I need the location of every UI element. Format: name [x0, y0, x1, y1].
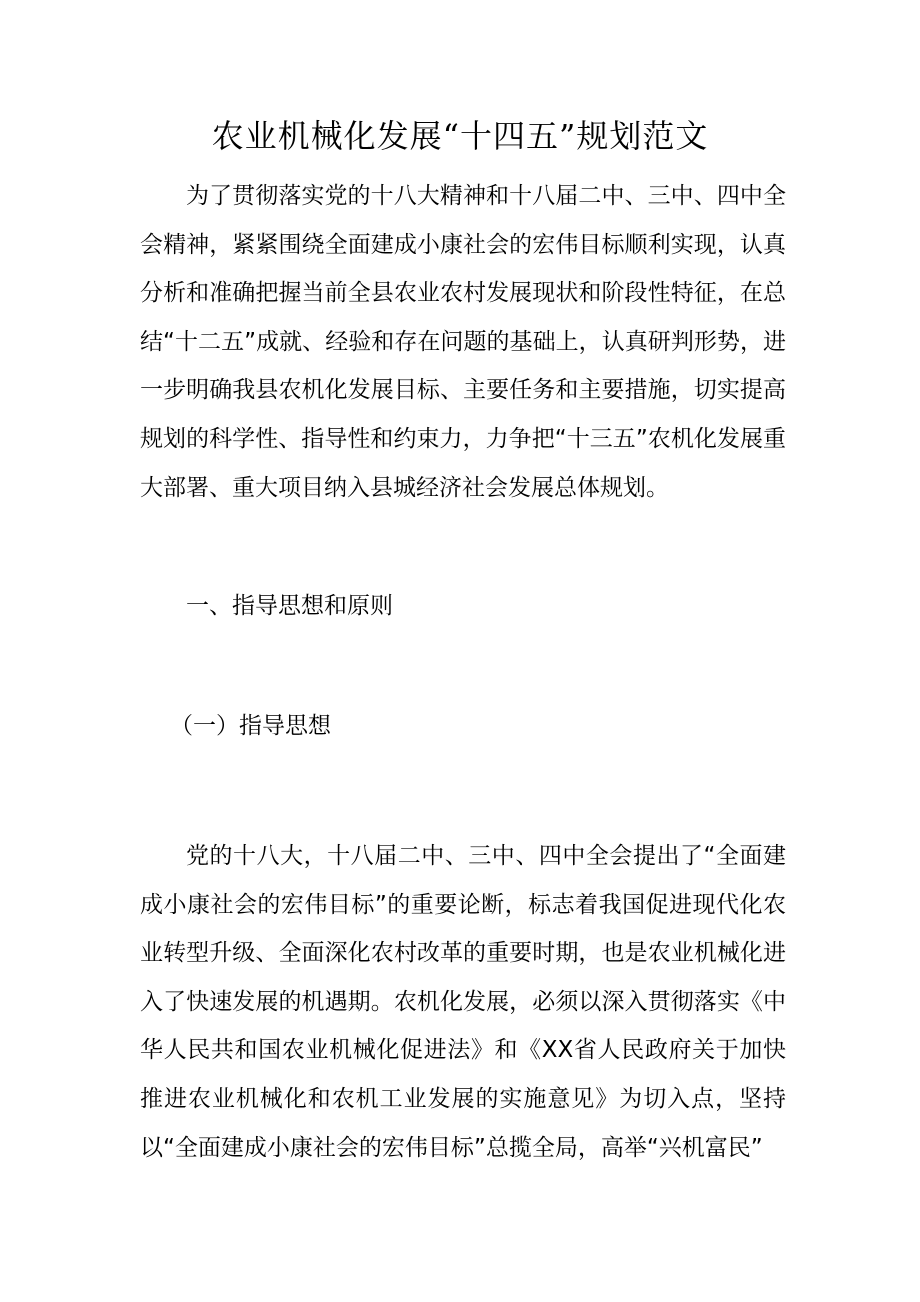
- section-heading: 一、指导思想和原则: [186, 593, 393, 619]
- subsection-heading: （一）指导思想: [170, 713, 331, 739]
- document-title: 农业机械化发展“十四五”规划范文: [211, 117, 709, 155]
- intro-paragraph: 为了贯彻落实党的十八大精神和十八届二中、三中、四中全会精神，紧紧围绕全面建成小康社会的宏伟目标顺利实现，认真分析和准确把握当前全县农业农村发展现状和阶段性特征，在总结“十二五”成就、经验和存在问题的基础上，认真研判形势，进一步明确我县农机化发展目标、主要任务和主要措施，切实提高规划的科学性、指导性和约束力，力争把“十三五”农机化发展重大部署、重大项目纳入县城经济社会发展总体规划。: [140, 183, 786, 501]
- body-paragraph: 党的十八大，十八届二中、三中、四中全会提出了“全面建成小康社会的宏伟目标”的重要论断，标志着我国促进现代化农业转型升级、全面深化农村改革的重要时期，也是农业机械化进入了快速发展的机遇期。农机化发展，必须以深入贯彻落实《中华人民共和国农业机械化促进法》和《XX省人民政府关于加快推进农业机械化和农机工业发展的实施意见》为切入点，坚持以“全面建成小康社会的宏伟目标”总揽全局，高举“兴机富民”: [140, 843, 786, 1161]
